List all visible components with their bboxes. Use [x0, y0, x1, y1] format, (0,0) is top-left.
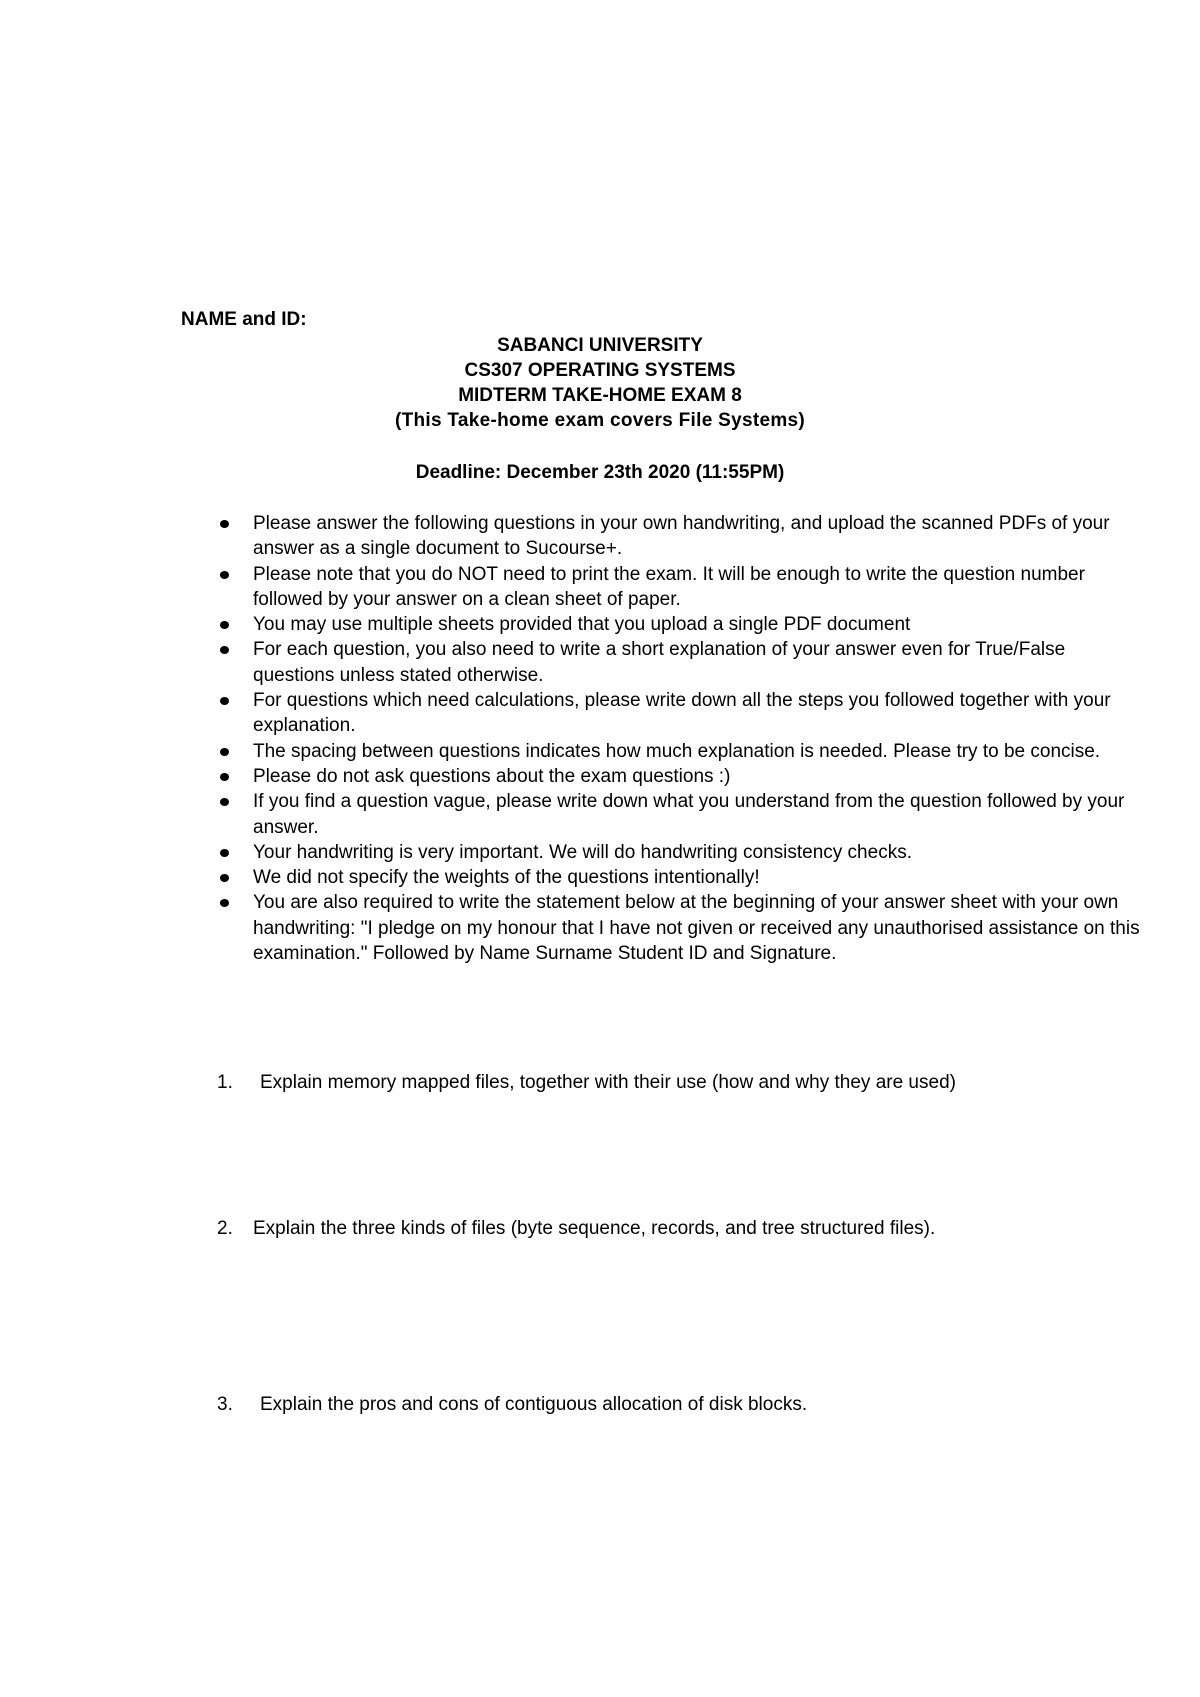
instruction-item [218, 688, 1148, 739]
question-2 [217, 1217, 935, 1241]
question-text: Explain the three kinds of files (byte sequence, records, and tree structured files). [253, 1218, 936, 1239]
instruction-item [218, 511, 1148, 562]
name-id-label: NAME and ID: [181, 309, 307, 330]
bullet-icon [220, 621, 229, 629]
question-1 [217, 1071, 956, 1095]
instruction-item [218, 612, 1148, 637]
bullet-icon [220, 849, 229, 857]
question-3 [217, 1393, 807, 1417]
instruction-text: Please answer the following questions in your own handwriting, and upload the scanned PDFs of your answer as a single document to Sucourse+. [253, 513, 1110, 560]
instruction-item [218, 764, 1148, 789]
instruction-text: If you find a question vague, please write down what you understand from the question followed by your answer. [253, 791, 1125, 838]
deadline: Deadline: December 23th 2020 (11:55PM) [415, 462, 785, 483]
bullet-icon [220, 520, 229, 528]
instruction-item [218, 739, 1148, 764]
question-number: 1. [217, 1072, 233, 1093]
question-text: Explain the pros and cons of contiguous allocation of disk blocks. [260, 1394, 808, 1415]
instruction-text: You are also required to write the statement below at the beginning of your answer sheet with your own handwriting: "I pledge on my honour that I have not given or received any unauthorised assistance on this examination." Followed by Name Surname Student ID and Signature. [253, 892, 1140, 965]
question-text: Explain memory mapped files, together with their use (how and why they are used) [260, 1072, 956, 1093]
instruction-text: You may use multiple sheets provided that you upload a single PDF document [253, 614, 911, 636]
bullet-icon [220, 899, 229, 907]
exam-subtitle: (This Take-home exam covers File Systems) [394, 410, 806, 431]
instruction-item [218, 637, 1148, 688]
question-number: 3. [217, 1394, 233, 1415]
question-number: 2. [217, 1218, 233, 1239]
instruction-text: Please note that you do NOT need to print the exam. It will be enough to write the question number followed by your answer on a clean sheet of paper. [253, 563, 1085, 610]
instruction-text: The spacing between questions indicates how much explanation is needed. Please try to be concise. [253, 740, 1101, 762]
instruction-text: We did not specify the weights of the questions intentionally! [253, 867, 760, 889]
exam-title: MIDTERM TAKE-HOME EXAM 8 [458, 385, 742, 406]
bullet-icon [220, 798, 229, 806]
course-title: CS307 OPERATING SYSTEMS [464, 360, 736, 381]
instruction-item [218, 840, 1148, 865]
instruction-text: Please do not ask questions about the exam questions :) [253, 765, 731, 787]
exam-header [300, 333, 900, 433]
instruction-item [218, 562, 1148, 613]
bullet-icon [220, 874, 229, 882]
instruction-text: For each question, you also need to write a short explanation of your answer even for True/False questions unless stated otherwise. [253, 639, 1066, 686]
instruction-item [218, 789, 1148, 840]
instruction-item [218, 890, 1148, 966]
instruction-text: Your handwriting is very important. We will do handwriting consistency checks. [253, 841, 912, 863]
bullet-icon [220, 646, 229, 654]
bullet-icon [220, 571, 229, 579]
bullet-icon [220, 697, 229, 705]
instructions-list [218, 511, 1148, 966]
bullet-icon [220, 773, 229, 781]
bullet-icon [220, 748, 229, 756]
university-title: SABANCI UNIVERSITY [497, 335, 703, 356]
instruction-item [218, 865, 1148, 890]
instruction-text: For questions which need calculations, please write down all the steps you followed together with your explanation. [253, 690, 1111, 737]
